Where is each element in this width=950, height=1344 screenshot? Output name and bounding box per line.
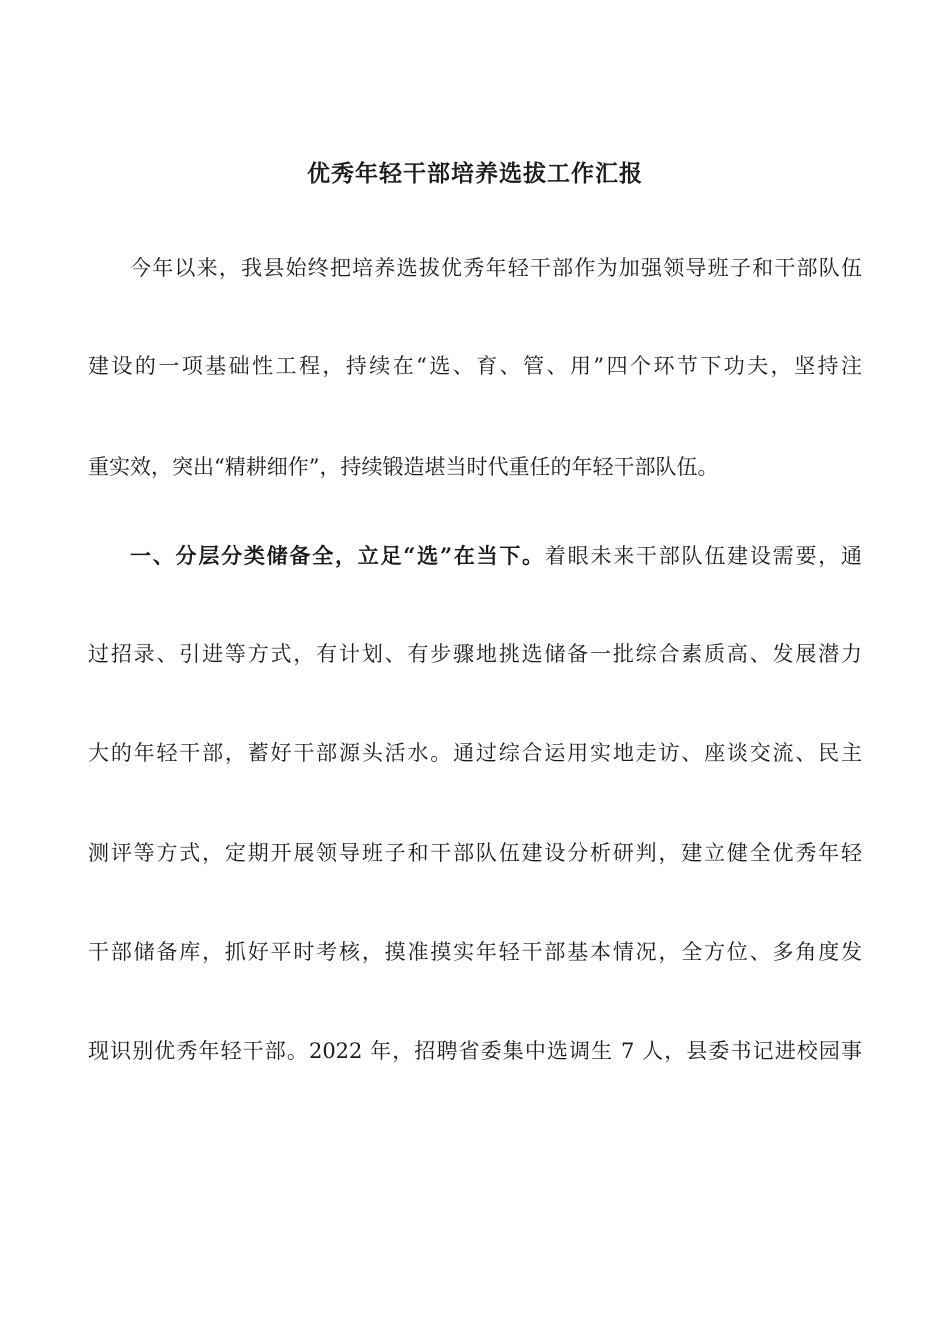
paragraph-1-line-3: 重实效，突出“精耕细作”，持续锻造堪当时代重任的年轻干部队伍。: [88, 455, 719, 479]
section-1-line-6: 现识别优秀年轻干部。2022 年，招聘省委集中选调生 7 人，县委书记进校园事: [88, 1039, 862, 1063]
section-1-heading: 一、分层分类储备全，立足“选”在当下。: [130, 543, 545, 568]
section-1-line-5: 干部储备库，抓好平时考核，摸准摸实年轻干部基本情况，全方位、多角度发: [88, 940, 862, 964]
section-1-line-1: [130, 536, 862, 576]
section-1-line-4: 测评等方式，定期开展领导班子和干部队伍建设分析研判，建立健全优秀年轻: [88, 841, 862, 865]
document-title: 优秀年轻干部培养选拔工作汇报: [307, 160, 643, 187]
section-1-line-1-text: 着眼未来干部队伍建设需要，通: [544, 544, 862, 568]
section-1-line-3: 大的年轻干部，蓄好干部源头活水。通过综合运用实地走访、座谈交流、民主: [88, 741, 862, 765]
paragraph-1-line-1: 今年以来，我县始终把培养选拔优秀年轻干部作为加强领导班子和干部队伍: [130, 256, 862, 280]
paragraph-1-line-2: 建设的一项基础性工程，持续在“选、育、管、用”四个环节下功夫，坚持注: [88, 354, 862, 378]
section-1-line-2: 过招录、引进等方式，有计划、有步骤地挑选储备一批综合素质高、发展潜力: [88, 642, 862, 666]
